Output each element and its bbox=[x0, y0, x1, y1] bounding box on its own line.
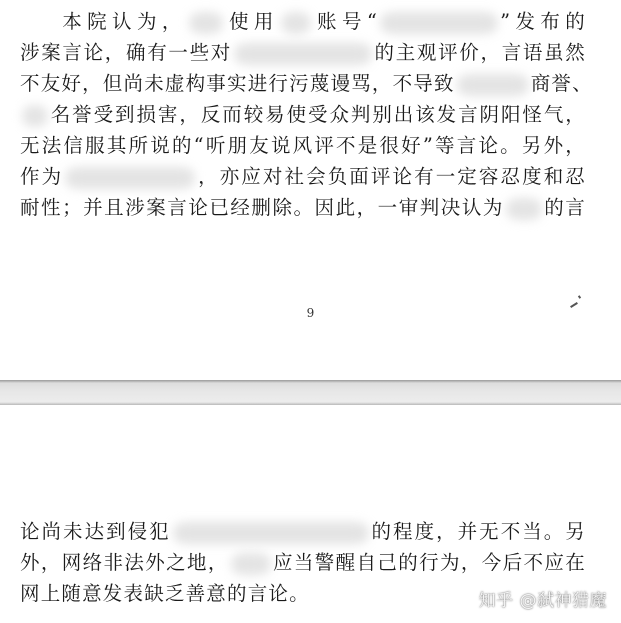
text-segment: 应当警醒自己的行为，今后不应在 bbox=[272, 551, 586, 574]
text-segment: 的主观评价，言语虽然 bbox=[374, 41, 586, 64]
text-line bbox=[20, 516, 586, 547]
text-segment: ，亦应对社会负面评论有一定容忍度和忍 bbox=[197, 165, 586, 188]
redacted-blur bbox=[234, 43, 372, 65]
text-line bbox=[20, 68, 593, 99]
page-separator bbox=[0, 380, 621, 405]
text-segment: 外，网络非法外之地， bbox=[20, 551, 229, 574]
redacted-blur bbox=[189, 12, 223, 34]
text-line bbox=[20, 130, 586, 161]
page-number: 9 bbox=[306, 306, 315, 320]
text-segment: 使用 bbox=[224, 10, 279, 33]
redacted-blur bbox=[506, 198, 542, 220]
text-segment: 本院认为， bbox=[58, 10, 187, 33]
text-segment: ”发布的 bbox=[500, 10, 586, 33]
text-segment: 作为 bbox=[20, 165, 64, 188]
text-line bbox=[20, 37, 586, 68]
zhihu-watermark: 知乎 @弑神猎魔 bbox=[478, 591, 607, 611]
page-shadow bbox=[0, 380, 621, 383]
text-line bbox=[20, 161, 586, 192]
text-segment: 无法信服其所说的“听朋友说风评不是很好”等言论。另外， bbox=[20, 134, 586, 157]
text-segment: 不友好，但尚未虚构事实进行污蔑谩骂，不导致 bbox=[20, 72, 455, 95]
redacted-blur bbox=[173, 522, 369, 544]
redacted-blur bbox=[380, 12, 498, 34]
text-line bbox=[20, 6, 586, 37]
redacted-blur bbox=[22, 105, 48, 127]
text-line bbox=[20, 547, 586, 578]
text-line bbox=[20, 192, 586, 223]
text-segment: 商誉、 bbox=[530, 72, 593, 95]
redacted-blur bbox=[281, 12, 311, 34]
text-segment: 耐性；并且涉案言论已经删除。因此，一审判决认为 bbox=[20, 196, 504, 219]
scan-mark bbox=[578, 295, 581, 299]
text-segment: 名誉受到损害，反而较易使受众判别出该发言阴阳怪气， bbox=[50, 103, 586, 126]
text-segment: 的言 bbox=[543, 196, 586, 219]
redacted-blur bbox=[65, 167, 195, 189]
redacted-blur bbox=[457, 74, 529, 96]
text-segment: 涉案言论，确有一些对 bbox=[20, 41, 232, 64]
text-segment: 网上随意发表缺乏善意的言论。 bbox=[20, 582, 310, 605]
text-segment: 论尚未达到侵犯 bbox=[20, 520, 171, 543]
judgment-paragraph-top bbox=[20, 6, 593, 223]
text-segment: 的程度，并无不当。另 bbox=[370, 520, 586, 543]
redacted-blur bbox=[231, 553, 271, 575]
text-line bbox=[20, 99, 586, 130]
text-segment: 账号“ bbox=[312, 10, 379, 33]
